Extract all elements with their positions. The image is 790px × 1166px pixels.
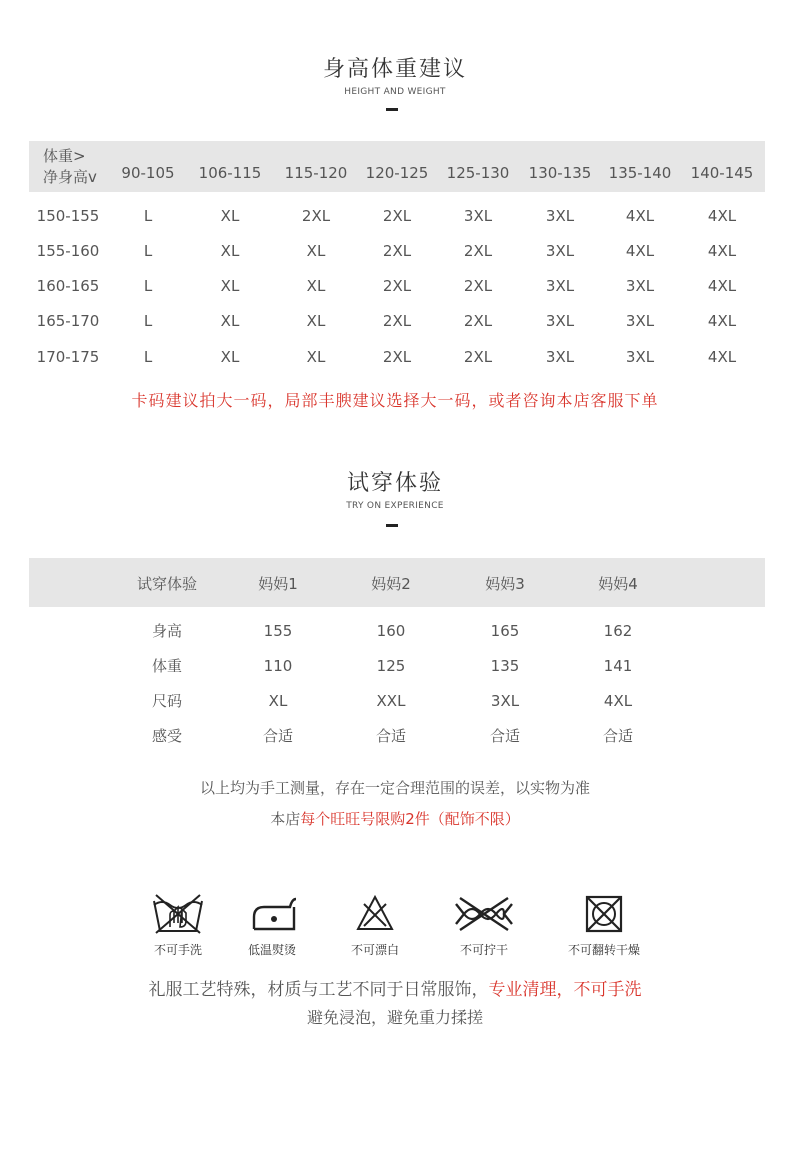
measurement-note: 以上均为手工测量，存在一定合理范围的误差，以实物为准 xyxy=(199,779,590,797)
try-row-label: 体重 xyxy=(151,657,182,675)
weight-header: 140-145 xyxy=(690,164,754,182)
size-cell: 2XL xyxy=(382,207,412,225)
size-cell: 2XL xyxy=(382,348,412,366)
try-section-title: 试穿体验 xyxy=(346,471,443,496)
care-label: 不可拧干 xyxy=(459,943,508,957)
size-cell: 3XL xyxy=(625,277,655,295)
size-cell: L xyxy=(143,207,153,225)
care-note-line2: 避免浸泡，避免重力揉搓 xyxy=(306,1008,483,1027)
care-label: 不可漂白 xyxy=(350,943,399,957)
size-cell: XL xyxy=(220,242,240,260)
try-row-label: 尺码 xyxy=(151,692,182,710)
size-cell: 3XL xyxy=(545,348,575,366)
size-cell: 2XL xyxy=(463,348,493,366)
try-cell: 合适 xyxy=(375,727,406,745)
size-cell: 3XL xyxy=(545,242,575,260)
height-range: 155-160 xyxy=(36,242,100,260)
try-cell: XXL xyxy=(376,692,406,710)
size-cell: 3XL xyxy=(545,312,575,330)
purchase-limit-text: 每个旺旺号限购2件（配饰不限） xyxy=(300,810,520,828)
size-cell: XL xyxy=(306,348,326,366)
model-header: 妈妈1 xyxy=(258,575,298,593)
size-cell: 2XL xyxy=(463,277,493,295)
size-section-title: 身高体重建议 xyxy=(322,57,467,82)
weight-header: 115-120 xyxy=(284,164,348,182)
low-iron-icon xyxy=(250,895,298,933)
size-cell: XL xyxy=(220,277,240,295)
try-cell: 4XL xyxy=(603,692,633,710)
size-cell: 4XL xyxy=(707,207,737,225)
size-cell: 4XL xyxy=(625,207,655,225)
size-cell: L xyxy=(143,348,153,366)
corner-height-label: 净身高v xyxy=(43,168,97,186)
care-note-line1 xyxy=(0,975,790,1000)
try-cell: 125 xyxy=(376,657,406,675)
size-cell: XL xyxy=(220,348,240,366)
try-cell: 165 xyxy=(490,622,520,640)
try-cell: 合适 xyxy=(262,727,293,745)
size-cell: L xyxy=(143,277,153,295)
size-cell: 4XL xyxy=(707,242,737,260)
size-cell: XL xyxy=(306,312,326,330)
weight-header: 130-135 xyxy=(528,164,592,182)
no-wring-icon xyxy=(452,896,516,932)
size-cell: 3XL xyxy=(545,277,575,295)
try-cell: 162 xyxy=(603,622,633,640)
try-cell: 合适 xyxy=(489,727,520,745)
purchase-limit-prefix: 本店 xyxy=(270,810,301,828)
size-cell: 3XL xyxy=(625,312,655,330)
try-cell: 160 xyxy=(376,622,406,640)
size-cell: 4XL xyxy=(707,312,737,330)
care-label: 不可翻转干燥 xyxy=(567,943,640,957)
weight-header: 135-140 xyxy=(608,164,672,182)
size-cell: 2XL xyxy=(463,242,493,260)
care-note-prefix: 礼服工艺特殊，材质与工艺不同于日常服饰， xyxy=(148,980,489,1000)
size-cell: 2XL xyxy=(382,277,412,295)
try-cell: XL xyxy=(268,692,288,710)
try-row-label: 感受 xyxy=(151,727,182,745)
care-label: 低温熨烫 xyxy=(247,943,296,957)
model-header: 妈妈4 xyxy=(598,575,638,593)
size-cell: 3XL xyxy=(463,207,493,225)
size-cell: XL xyxy=(220,312,240,330)
try-cell: 合适 xyxy=(602,727,633,745)
try-section-divider xyxy=(386,524,398,527)
weight-header: 125-130 xyxy=(446,164,510,182)
purchase-limit-note xyxy=(0,808,790,829)
no-bleach-icon xyxy=(355,894,395,932)
try-cell: 110 xyxy=(263,657,293,675)
size-advice: 卡码建议拍大一码，局部丰腴建议选择大一码，或者咨询本店客服下单 xyxy=(131,391,659,410)
corner-weight-label: 体重> xyxy=(43,147,86,165)
size-cell: XL xyxy=(306,242,326,260)
size-section-divider xyxy=(386,108,398,111)
size-cell: L xyxy=(143,312,153,330)
size-cell: 4XL xyxy=(625,242,655,260)
height-range: 150-155 xyxy=(36,207,100,225)
size-cell: 2XL xyxy=(301,207,331,225)
weight-header: 106-115 xyxy=(198,164,262,182)
size-cell: 2XL xyxy=(382,242,412,260)
care-label: 不可手洗 xyxy=(153,943,202,957)
weight-header: 120-125 xyxy=(365,164,429,182)
size-cell: XL xyxy=(306,277,326,295)
size-cell: 2XL xyxy=(382,312,412,330)
try-cell: 155 xyxy=(263,622,293,640)
try-cell: 141 xyxy=(603,657,633,675)
size-cell: 3XL xyxy=(545,207,575,225)
try-header-label: 试穿体验 xyxy=(136,575,197,593)
model-header: 妈妈2 xyxy=(371,575,411,593)
size-cell: 4XL xyxy=(707,348,737,366)
care-note-warning: 专业清理，不可手洗 xyxy=(488,980,642,1000)
no-hand-wash-icon xyxy=(150,893,206,935)
try-cell: 3XL xyxy=(490,692,520,710)
model-header: 妈妈3 xyxy=(485,575,525,593)
no-tumble-dry-icon xyxy=(584,894,624,934)
size-cell: 3XL xyxy=(625,348,655,366)
size-section-subtitle: HEIGHT AND WEIGHT xyxy=(344,87,446,97)
size-cell: XL xyxy=(220,207,240,225)
try-row-label: 身高 xyxy=(151,622,182,640)
size-cell: 4XL xyxy=(707,277,737,295)
weight-header: 90-105 xyxy=(121,164,175,182)
try-section-subtitle: TRY ON EXPERIENCE xyxy=(346,501,444,511)
height-range: 165-170 xyxy=(36,312,100,330)
size-cell: 2XL xyxy=(463,312,493,330)
height-range: 170-175 xyxy=(36,348,100,366)
height-range: 160-165 xyxy=(36,277,100,295)
size-table-corner xyxy=(43,146,97,188)
try-cell: 135 xyxy=(490,657,520,675)
size-cell: L xyxy=(143,242,153,260)
